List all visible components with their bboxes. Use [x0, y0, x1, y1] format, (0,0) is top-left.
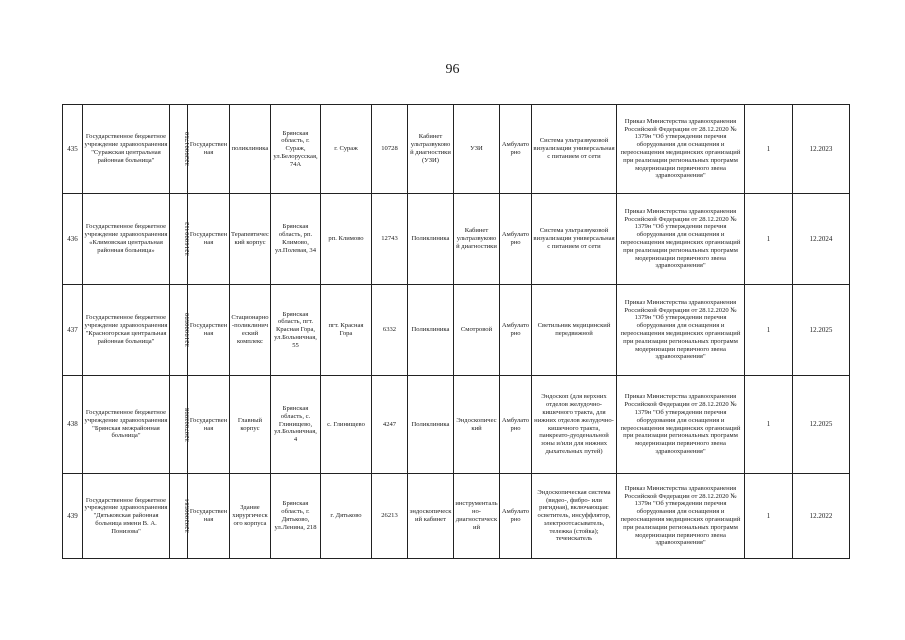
legal-basis: Приказ Министерства здравоохранения Российской Федерации от 28.12.2020 № 1379н "Об утверждении перечня оборудования для оснащения и переоснащения медицинских организаций при реализации региональных программ модернизации первичного звена здравоохранения" — [617, 474, 745, 559]
legal-basis: Приказ Министерства здравоохранения Российской Федерации от 28.12.2020 № 1379н "Об утверждении перечня оборудования для оснащения и переоснащения медицинских организаций при реализации региональных программ модернизации первичного звена здравоохранения" — [617, 285, 745, 376]
legal-basis: Приказ Министерства здравоохранения Российской Федерации от 28.12.2020 № 1379н "Об утверждении перечня оборудования для оснащения и переоснащения медицинских организаций при реализации региональных программ модернизации первичного звена здравоохранения" — [617, 105, 745, 194]
room: эндоскопический кабинет — [408, 474, 454, 559]
table-row — [63, 376, 850, 474]
quantity: 1 — [745, 285, 793, 376]
population: 4247 — [372, 376, 408, 474]
organization-name: Государственное бюджетное учреждение здравоохранения "Брянская межрайонная больница" — [83, 376, 170, 474]
inn-code: 3207003998 — [184, 407, 192, 442]
room: Кабинет ультразвуковой диагностики (УЗИ) — [408, 105, 454, 194]
care-type: Амбулаторно — [500, 105, 532, 194]
care-type: Амбулаторно — [500, 285, 532, 376]
ownership-type: Государственная — [188, 376, 230, 474]
row-number: 438 — [63, 376, 83, 474]
room: Поликлиника — [408, 285, 454, 376]
row-number: 436 — [63, 194, 83, 285]
table-row — [63, 474, 850, 559]
table-row — [63, 105, 850, 194]
room: Поликлиника — [408, 194, 454, 285]
locality: пгт. Красная Гора — [321, 285, 372, 376]
inn-code-cell — [170, 105, 192, 194]
inn-code-cell — [170, 376, 192, 474]
address: Брянская область, г. Дятьково, ул.Ленина, 218 — [271, 474, 321, 559]
quantity: 1 — [745, 474, 793, 559]
department: Эндоскопический — [454, 376, 500, 474]
address: Брянская область, с. Глинищево, ул.Больничная, 4 — [271, 376, 321, 474]
locality: рп. Климово — [321, 194, 372, 285]
inn-code-cell — [170, 474, 192, 559]
building: поликлиника — [230, 105, 271, 194]
department: инструментально-диагностический — [454, 474, 500, 559]
department: Кабинет ультразвуковой диагностики — [454, 194, 500, 285]
care-type: Амбулаторно — [500, 376, 532, 474]
delivery-date: 12.2025 — [793, 285, 850, 376]
locality: с. Глинищево — [321, 376, 372, 474]
population: 10728 — [372, 105, 408, 194]
ownership-type: Государственная — [188, 105, 230, 194]
department: УЗИ — [454, 105, 500, 194]
equipment-registry-table — [62, 104, 850, 559]
organization-name: Государственное бюджетное учреждение здравоохранения "Красногорская центральная районная больница" — [83, 285, 170, 376]
delivery-date: 12.2024 — [793, 194, 850, 285]
quantity: 1 — [745, 105, 793, 194]
equipment: Система ультразвуковой визуализации универсальная с питанием от сети — [532, 105, 617, 194]
table-row — [63, 194, 850, 285]
equipment: Эндоскоп (для верхних отделов желудочно-кишечного тракта, для нижних отделов желудочно-кишечного тракта, панкреато-дуоденальной зоны и/или для нижних дыхательных путей) — [532, 376, 617, 474]
address: Брянская область, пгт. Красная Гора, ул.Больничная, 55 — [271, 285, 321, 376]
table-row — [63, 285, 850, 376]
legal-basis: Приказ Министерства здравоохранения Российской Федерации от 28.12.2020 № 1379н "Об утверждении перечня оборудования для оснащения и переоснащения медицинских организаций при реализации региональных программ модернизации первичного звена здравоохранения" — [617, 376, 745, 474]
ownership-type: Государственная — [188, 474, 230, 559]
equipment: Светильник медицинский передвижной — [532, 285, 617, 376]
delivery-date: 12.2022 — [793, 474, 850, 559]
organization-name: Государственное бюджетное учреждение здравоохранения «Климовская центральная районная больница» — [83, 194, 170, 285]
population: 26213 — [372, 474, 408, 559]
address: Брянская область, рп. Климово, ул.Полевая, 34 — [271, 194, 321, 285]
address: Брянская область, г. Сураж, ул.Белорусская, 74А — [271, 105, 321, 194]
inn-code-cell — [170, 194, 192, 285]
ownership-type: Государственная — [188, 285, 230, 376]
quantity: 1 — [745, 376, 793, 474]
care-type: Амбулаторно — [500, 474, 532, 559]
building: Здание хирургического корпуса — [230, 474, 271, 559]
delivery-date: 12.2025 — [793, 376, 850, 474]
row-number: 437 — [63, 285, 83, 376]
building: Главный корпус — [230, 376, 271, 474]
inn-code: 3229001750 — [184, 131, 192, 166]
locality: г. Сураж — [321, 105, 372, 194]
inn-code-cell — [170, 285, 192, 376]
organization-name: Государственное бюджетное учреждение здравоохранения "Дятьковская районная больница имени В. А. Понизова" — [83, 474, 170, 559]
equipment: Эндоскопическая система (видео-, фибро- или ригидная), включающая: осветитель, инсуффлятор, электроотсасыватель, тележка (стойка); течеискатель — [532, 474, 617, 559]
row-number: 435 — [63, 105, 83, 194]
organization-name: Государственное бюджетное учреждение здравоохранения "Суражская центральная районная больница" — [83, 105, 170, 194]
care-type: Амбулаторно — [500, 194, 532, 285]
equipment: Система ультразвуковой визуализации универсальная с питанием от сети — [532, 194, 617, 285]
population: 12743 — [372, 194, 408, 285]
row-number: 439 — [63, 474, 83, 559]
inn-code: 3216000412 — [184, 221, 192, 256]
department: Смотровой — [454, 285, 500, 376]
building: Стационарно-поликлинический комплекс — [230, 285, 271, 376]
page-number: 96 — [445, 62, 460, 77]
inn-code: 3202000584 — [184, 498, 192, 533]
quantity: 1 — [745, 194, 793, 285]
delivery-date: 12.2023 — [793, 105, 850, 194]
building: Терапевтический корпус — [230, 194, 271, 285]
locality: г. Дятьково — [321, 474, 372, 559]
ownership-type: Государственная — [188, 194, 230, 285]
inn-code: 3219000590 — [184, 312, 192, 347]
legal-basis: Приказ Министерства здравоохранения Российской Федерации от 28.12.2020 № 1379н "Об утверждении перечня оборудования для оснащения и переоснащения медицинских организаций при реализации региональных программ модернизации первичного звена здравоохранения" — [617, 194, 745, 285]
room: Поликлиника — [408, 376, 454, 474]
population: 6332 — [372, 285, 408, 376]
